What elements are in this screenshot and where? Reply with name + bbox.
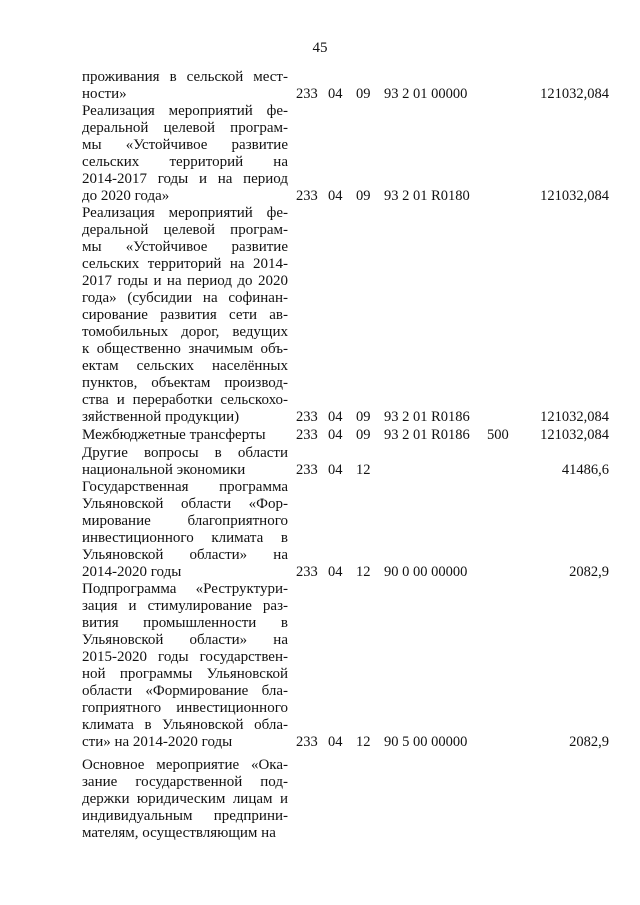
description-line: Реализация мероприятий фе- bbox=[82, 103, 288, 119]
subsection-code: 09 bbox=[356, 409, 371, 425]
amount: 121032,084 bbox=[540, 409, 609, 425]
description-line: Межбюджетные трансферты bbox=[82, 427, 266, 443]
section-code: 04 bbox=[328, 188, 343, 204]
description-line: до 2020 года» bbox=[82, 188, 170, 204]
description-line: мы «Устойчивое развитие bbox=[82, 239, 288, 255]
description-line: сти» на 2014-2020 годы bbox=[82, 734, 233, 750]
ved-code: 233 bbox=[296, 462, 318, 478]
description-line: ства и переработки сельскохо- bbox=[82, 392, 288, 408]
amount: 41486,6 bbox=[561, 462, 609, 478]
description-line: вития промышленности в bbox=[82, 615, 288, 631]
description-line: национальной экономики bbox=[82, 462, 246, 478]
description-line: 2014-2017 годы и на период bbox=[82, 171, 288, 187]
description-line: зание государственной под- bbox=[82, 774, 288, 790]
description-line: Ульяновской области «Фор- bbox=[82, 496, 288, 512]
amount: 2082,9 bbox=[569, 734, 609, 750]
section-code: 04 bbox=[328, 427, 343, 443]
description-line: индивидуальным предприни- bbox=[82, 808, 288, 824]
subsection-code: 09 bbox=[356, 427, 371, 443]
expense-type-code: 500 bbox=[487, 427, 509, 443]
row-description bbox=[82, 581, 288, 751]
description-line: Ульяновской области» на bbox=[82, 547, 288, 563]
description-line: деральной целевой програм- bbox=[82, 222, 288, 238]
description-line: сирование развития сети ав- bbox=[82, 307, 288, 323]
description-line: деральной целевой програм- bbox=[82, 120, 288, 136]
description-line: Ульяновской области» на bbox=[82, 632, 288, 648]
ved-code: 233 bbox=[296, 427, 318, 443]
description-line: 2014-2020 годы bbox=[82, 564, 182, 580]
section-code: 04 bbox=[328, 462, 343, 478]
subsection-code: 12 bbox=[356, 462, 371, 478]
description-line: области «Формирование бла- bbox=[82, 683, 288, 699]
description-line: ектам сельских населённых bbox=[82, 358, 288, 374]
target-article-code: 90 5 00 00000 bbox=[384, 734, 468, 750]
description-line: Основное мероприятие «Ока- bbox=[82, 757, 288, 773]
subsection-code: 12 bbox=[356, 734, 371, 750]
description-line: мирование благоприятного bbox=[82, 513, 288, 529]
row-description bbox=[82, 445, 288, 479]
description-line: Другие вопросы в области bbox=[82, 445, 288, 461]
row-description bbox=[82, 69, 288, 103]
target-article-code: 93 2 01 R0186 bbox=[384, 427, 470, 443]
description-line: инвестиционного климата в bbox=[82, 530, 288, 546]
subsection-code: 09 bbox=[356, 86, 371, 102]
section-code: 04 bbox=[328, 409, 343, 425]
subsection-code: 09 bbox=[356, 188, 371, 204]
description-line: мателям, осуществляющим на bbox=[82, 825, 276, 841]
description-line: ности» bbox=[82, 86, 127, 102]
description-line: томобильных дорог, ведущих bbox=[82, 324, 288, 340]
row-description bbox=[82, 205, 288, 426]
amount: 121032,084 bbox=[540, 86, 609, 102]
description-line: Реализация мероприятий фе- bbox=[82, 205, 288, 221]
ved-code: 233 bbox=[296, 409, 318, 425]
amount: 121032,084 bbox=[540, 188, 609, 204]
description-line: года» (субсидии на софинан- bbox=[82, 290, 288, 306]
amount: 2082,9 bbox=[569, 564, 609, 580]
description-line: держки юридическим лицам и bbox=[82, 791, 288, 807]
description-line: к общественно значимым объ- bbox=[82, 341, 288, 357]
description-line: 2017 годы и на период до 2020 bbox=[82, 273, 288, 289]
subsection-code: 12 bbox=[356, 564, 371, 580]
description-line: Государственная программа bbox=[82, 479, 288, 495]
description-line: зяйственной продукции) bbox=[82, 409, 240, 425]
ved-code: 233 bbox=[296, 564, 318, 580]
description-line: 2015-2020 годы государствен- bbox=[82, 649, 288, 665]
description-line: ной программы Ульяновской bbox=[82, 666, 288, 682]
ved-code: 233 bbox=[296, 734, 318, 750]
amount: 121032,084 bbox=[540, 427, 609, 443]
description-line: сельских территорий на bbox=[82, 154, 288, 170]
section-code: 04 bbox=[328, 86, 343, 102]
target-article-code: 93 2 01 R0186 bbox=[384, 409, 470, 425]
target-article-code: 90 0 00 00000 bbox=[384, 564, 468, 580]
ved-code: 233 bbox=[296, 86, 318, 102]
row-description bbox=[82, 479, 288, 581]
description-line: сельских территорий на 2014- bbox=[82, 256, 288, 272]
row-description bbox=[82, 757, 288, 842]
description-line: климата в Ульяновской обла- bbox=[82, 717, 288, 733]
description-line: проживания в сельской мест- bbox=[82, 69, 288, 85]
section-code: 04 bbox=[328, 734, 343, 750]
description-line: зация и стимулирование раз- bbox=[82, 598, 288, 614]
target-article-code: 93 2 01 R0180 bbox=[384, 188, 470, 204]
row-description bbox=[82, 103, 288, 205]
page-number: 45 bbox=[312, 40, 328, 56]
target-article-code: 93 2 01 00000 bbox=[384, 86, 468, 102]
section-code: 04 bbox=[328, 564, 343, 580]
ved-code: 233 bbox=[296, 188, 318, 204]
description-line: Подпрограмма «Реструктури- bbox=[82, 581, 288, 597]
row-description bbox=[82, 427, 288, 444]
description-line: пунктов, объектам производ- bbox=[82, 375, 288, 391]
description-line: гоприятного инвестиционного bbox=[82, 700, 288, 716]
description-line: мы «Устойчивое развитие bbox=[82, 137, 288, 153]
